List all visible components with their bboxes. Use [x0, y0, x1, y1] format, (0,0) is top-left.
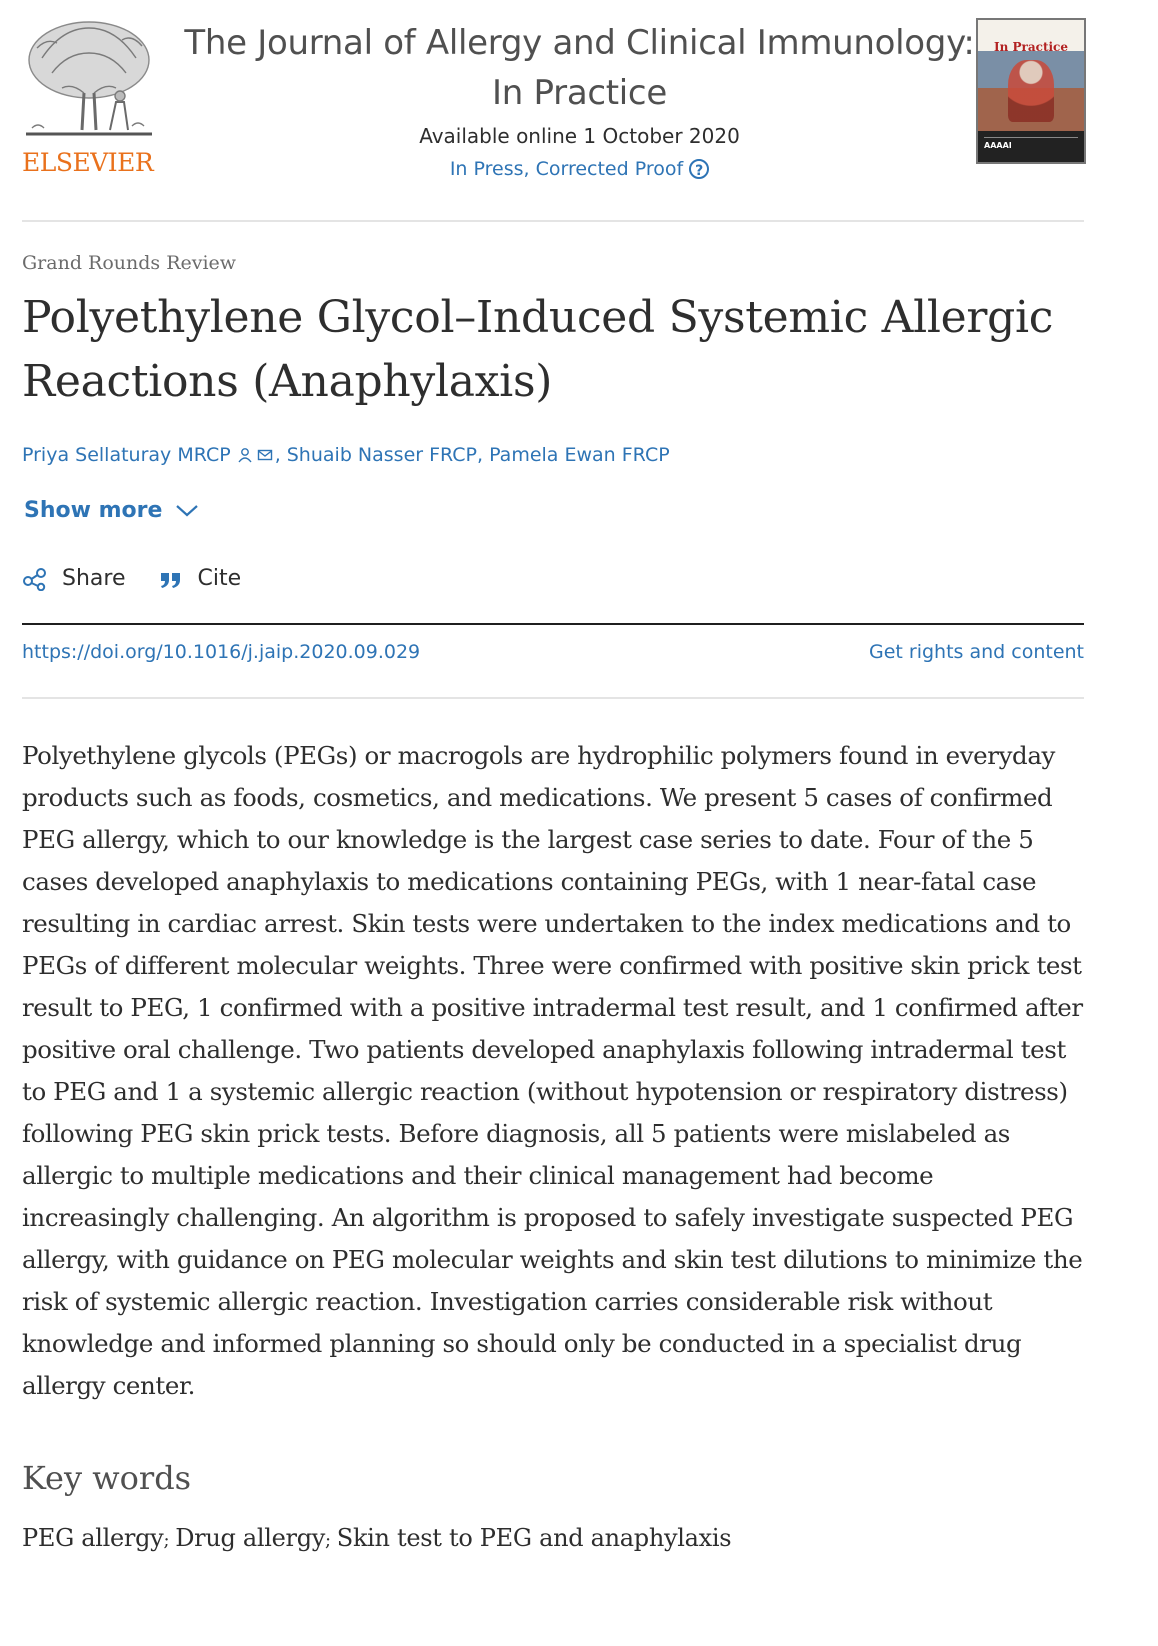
doi-divider: [22, 623, 1084, 625]
author-separator: ,: [477, 444, 484, 466]
question-circle-icon[interactable]: ?: [689, 159, 709, 179]
author-link-3[interactable]: Pamela Ewan FRCP: [489, 444, 670, 466]
cover-badge: AAAAI: [984, 141, 1012, 150]
cite-button[interactable]: [158, 565, 242, 591]
quote-icon: [158, 565, 184, 591]
author-link-2[interactable]: Shuaib Nasser FRCP: [286, 444, 478, 466]
share-button[interactable]: [22, 565, 126, 591]
abstract-text: Polyethylene glycols (PEGs) or macrogols are hydrophilic polymers found in everyday products such as foods, cosmetics, and medications. We present 5 cases of confirmed PEG allergy, which to our knowledge is the largest case series to date. Four of the 5 cases developed anaphylaxis to medications containing PEGs, with 1 near-fatal case resulting in cardiac arrest. Skin tests were undertaken to the index medications and to PEGs of different molecular weights. Three were confirmed with positive skin prick test result to PEG, 1 confirmed with a positive intradermal test result, and 1 confirmed after positive oral challenge. Two patients developed anaphylaxis following intradermal test to PEG and 1 a systemic allergic reaction (without hypotension or respiratory distress) following PEG skin prick tests. Before diagnosis, all 5 patients were mislabeled as allergic to multiple medications and their clinical management had become increasingly challenging. An algorithm is proposed to safely investigate suspected PEG allergy, with guidance on PEG molecular weights and skin test dilutions to minimize the risk of systemic allergic reaction. Investigation carries considerable risk without knowledge and informed planning so should only be conducted in a specialist drug allergy center.: [22, 741, 1083, 1400]
keywords-list: [22, 1524, 1140, 1552]
journal-header: [22, 0, 1140, 220]
spacer: [22, 593, 1140, 623]
article-page: [22, 0, 1140, 1552]
cover-title: In Practice: [994, 40, 1068, 54]
cite-label: Cite: [197, 565, 242, 591]
author-separator: ,: [274, 444, 281, 466]
show-more-button[interactable]: [22, 498, 200, 523]
rights-link[interactable]: Get rights and content: [868, 641, 1084, 663]
elsevier-logo[interactable]: [22, 18, 160, 178]
journal-info: [172, 18, 987, 180]
doi-row: [22, 641, 1084, 663]
doi-link[interactable]: https://doi.org/10.1016/j.jaip.2020.09.029: [22, 641, 421, 663]
show-more-label: Show more: [24, 498, 163, 523]
journal-title[interactable]: The Journal of Allergy and Clinical Immunology: In Practice: [184, 23, 975, 113]
cover-footer: [984, 137, 1078, 154]
keywords-heading: Key words: [22, 1459, 192, 1497]
article-type: Grand Rounds Review: [22, 252, 237, 274]
article-status-label: In Press, Corrected Proof: [449, 158, 684, 180]
elsevier-tree-icon: [22, 18, 156, 142]
share-icon: [22, 565, 48, 591]
envelope-icon[interactable]: [257, 447, 273, 463]
keyword[interactable]: Skin test to PEG and anaphylaxis: [336, 1523, 732, 1552]
keyword-separator: ;: [325, 1529, 331, 1551]
header-divider: [22, 220, 1084, 222]
person-icon[interactable]: [237, 447, 253, 463]
abstract-divider: [22, 697, 1084, 699]
elsevier-wordmark: ELSEVIER: [22, 148, 154, 177]
availability-date: Available online 1 October 2020: [419, 124, 740, 148]
keyword-separator: ;: [163, 1529, 170, 1551]
author-list: [22, 444, 1140, 466]
author-link-1[interactable]: Priya Sellaturay MRCP: [22, 444, 231, 466]
keyword[interactable]: Drug allergy: [175, 1523, 326, 1552]
chevron-down-icon: [174, 503, 200, 519]
article-actions: [22, 563, 1140, 593]
article-status[interactable]: [450, 158, 709, 180]
journal-cover-thumbnail[interactable]: [976, 18, 1086, 164]
keyword[interactable]: PEG allergy: [22, 1523, 164, 1552]
cover-illustration: [1008, 60, 1054, 122]
article-title: Polyethylene Glycol–Induced Systemic Allergic Reactions (Anaphylaxis): [22, 292, 1054, 407]
share-label: Share: [62, 565, 126, 591]
